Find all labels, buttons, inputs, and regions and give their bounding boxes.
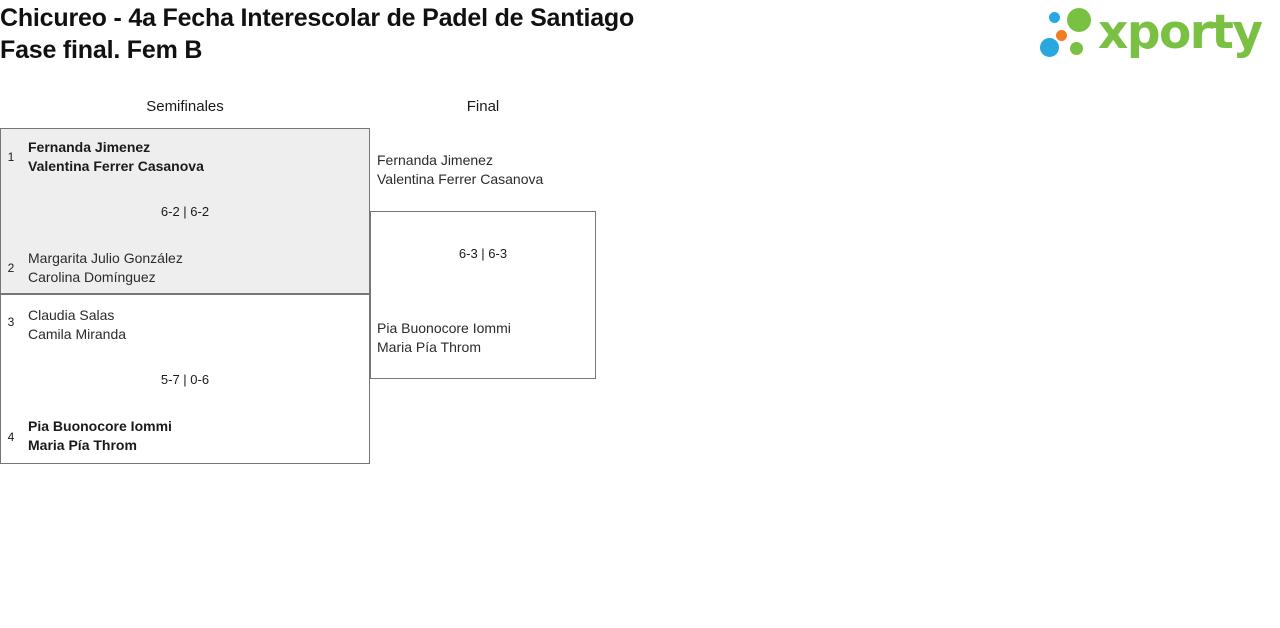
tournament-title-line-1: Chicureo - 4a Fecha Interescolar de Padel de Santiago (0, 4, 635, 32)
match-score-semifinal-1: 6-2 | 6-2 (160, 204, 210, 219)
player-name: Maria Pía Throm (28, 437, 137, 453)
team-final-a (377, 151, 543, 189)
logo-wordmark: xporty (1098, 5, 1262, 60)
seed-number: 2 (7, 261, 15, 275)
team-semifinal-2-a (28, 306, 126, 344)
player-name: Fernanda Jimenez (377, 152, 493, 168)
player-name: Margarita Julio González (28, 250, 183, 266)
player-name: Carolina Domínguez (28, 269, 156, 285)
player-name: Pia Buonocore Iommi (377, 320, 511, 336)
seed-number: 3 (7, 315, 15, 329)
player-name: Claudia Salas (28, 307, 115, 323)
team-semifinal-2-b (28, 417, 172, 455)
seed-number: 4 (7, 430, 15, 444)
player-name: Camila Miranda (28, 326, 127, 342)
player-name: Valentina Ferrer Casanova (377, 171, 544, 187)
team-semifinal-1-a (28, 138, 204, 176)
team-semifinal-1-b (28, 249, 183, 287)
match-score-final: 6-3 | 6-3 (458, 246, 508, 261)
tournament-title-line-2: Fase final. Fem B (0, 36, 203, 64)
player-name: Fernanda Jimenez (28, 139, 151, 155)
seed-number: 1 (7, 150, 15, 164)
round-heading-semifinales: Semifinales (146, 98, 224, 115)
player-name: Pia Buonocore Iommi (28, 418, 172, 434)
player-name: Valentina Ferrer Casanova (28, 158, 204, 174)
team-final-b (377, 319, 511, 357)
match-score-semifinal-2: 5-7 | 0-6 (160, 372, 210, 387)
player-name: Maria Pía Throm (377, 339, 481, 355)
round-heading-final: Final (466, 98, 500, 115)
